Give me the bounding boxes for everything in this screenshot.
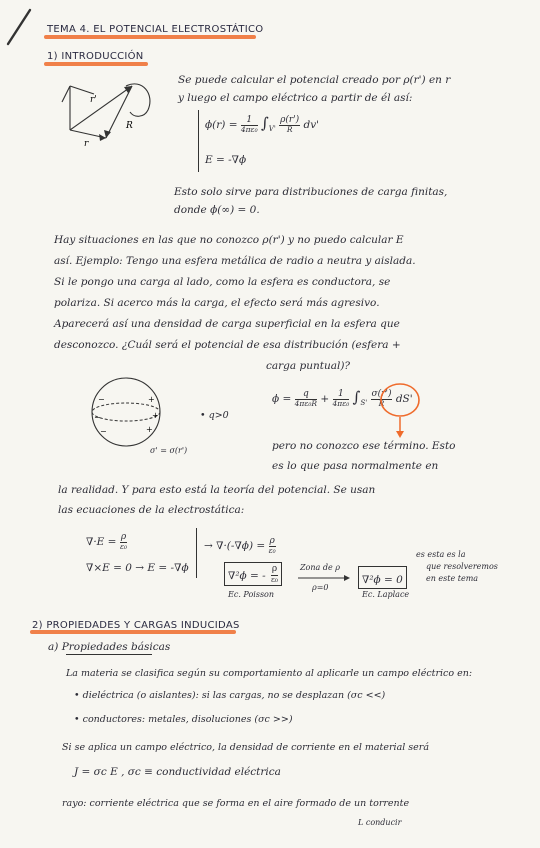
label-R: R [126, 121, 133, 131]
section2-title: 2) PROPIEDADES Y CARGAS INDUCIDAS [32, 620, 240, 631]
potential-formula: ϕ(r) = $\frac{1}{\text{4πε₀}}$ $\int_{V'}$ $\frac{\rho(r')}{R}$ dv' [205, 114, 320, 135]
transition-arrow-icon [296, 574, 352, 582]
para-line-6: desconozco. ¿Cuál será el potencial de esa distribución (esfera + [54, 339, 401, 351]
intro-note-2: donde ϕ(∞) = 0. [174, 204, 260, 216]
label-r-prime: r' [90, 95, 97, 105]
field-formula: E = -∇ϕ [205, 154, 247, 166]
para-line-4: polariza. Si acerco más la carga, el efecto será más agresivo. [54, 297, 380, 309]
unknown-term-circle [378, 380, 422, 440]
zone-label-bottom: ρ=0 [312, 583, 329, 592]
page-title: TEMA 4. EL POTENCIAL ELECTROSTÁTICO [47, 24, 264, 35]
section1-title: 1) INTRODUCCIÓN [47, 51, 144, 62]
combined-equation: → ∇·(-∇ϕ) = $\frac{\rho}{\text{ε₀}}$ [204, 536, 276, 556]
section1-highlight [44, 62, 148, 66]
section2-line-3: rayo: corriente eléctrica que se forma en el aire formado de un torrente [62, 798, 410, 809]
sphere-diagram [84, 372, 176, 456]
title-highlight [44, 35, 256, 39]
formula-brace [198, 110, 199, 172]
section2-line-1: La materia se clasifica según su comportamiento al aplicarle un campo eléctrico en: [66, 668, 473, 679]
sphere-note-1: pero no conozco ese término. Esto [272, 440, 456, 452]
svg-text:−: − [100, 427, 107, 436]
curl-e-equation: ∇×E = 0 → E = -∇ϕ [86, 562, 189, 574]
section2-line-3-sub: L conducir [358, 818, 402, 827]
point-charge-label: • q>0 [200, 410, 229, 421]
intro-line-1: Se puede calcular el potencial creado por ρ(r') en r [178, 74, 451, 86]
para-line-5: Aparecerá así una densidad de carga superficial en la esfera que [54, 318, 400, 330]
side-note-1: es esta es la [416, 550, 466, 559]
sphere-line-a: la realidad. Y para esto está la teoría del potencial. Se usan [58, 484, 376, 496]
laplace-box: ∇²ϕ = 0 [358, 566, 407, 589]
poisson-box: ∇²ϕ = - $\frac{\rho}{\text{ε₀}}$ [224, 562, 282, 586]
para-line-1: Hay situaciones en las que no conozco ρ(r') y no puedo calcular E [54, 234, 404, 246]
para-line-2: así. Ejemplo: Tengo una esfera metálica de radio a neutra y aislada. [54, 255, 416, 267]
sphere-line-b: las ecuaciones de la electrostática: [58, 504, 245, 516]
div-e-equation: ∇·E = $\frac{\rho}{\text{ε₀}}$ [86, 532, 127, 552]
svg-text:+: + [146, 425, 153, 434]
svg-text:−: − [98, 395, 105, 404]
svg-text:+: + [148, 395, 155, 404]
poisson-label: Ec. Poisson [228, 590, 275, 599]
vector-diagram [60, 72, 160, 152]
zone-label-top: Zona de ρ [300, 563, 340, 572]
intro-note-1: Esto solo sirve para distribuciones de carga finitas, [174, 186, 448, 198]
label-r: r [84, 139, 89, 149]
sphere-note-2: es lo que pasa normalmente en [272, 460, 439, 472]
intro-line-2: y luego el campo eléctrico a partir de él así: [178, 92, 413, 104]
svg-text:−: − [94, 413, 101, 422]
equations-brace [196, 528, 197, 578]
laplace-label: Ec. Laplace [362, 590, 410, 599]
side-note-2: que resolveremos [426, 562, 498, 571]
section2-line-2: Si se aplica un campo eléctrico, la densidad de corriente en el material será [62, 742, 430, 753]
para-line-7: carga puntual)? [266, 360, 351, 372]
subsection-a-title: a) Propiedades básicas [48, 641, 171, 653]
svg-text:+: + [152, 411, 159, 420]
sphere-potential-formula: ϕ = $\frac{q}{\text{4πε₀R}}$ + $\frac{1}{\text{4πε₀}}$ $\int_{S'}$ $\frac{\sigma(r')}{R}$ dS' [272, 388, 413, 409]
para-line-3: Si le pongo una carga al lado, como la esfera es conductora, se [54, 276, 391, 288]
pencil-stroke-icon [4, 8, 34, 48]
ohm-law: J = σc E , σc ≡ conductividad eléctrica [74, 766, 281, 778]
side-note-3: en este tema [426, 574, 479, 583]
subsection-a-underline [66, 654, 152, 655]
bullet-dielectric: • dieléctrica (o aislantes): si las cargas, no se desplazan (σc <<) [74, 690, 386, 701]
bullet-conductor: • conductores: metales, disoluciones (σc >>) [74, 714, 293, 725]
sigma-label: σ' = σ(r') [150, 446, 188, 455]
